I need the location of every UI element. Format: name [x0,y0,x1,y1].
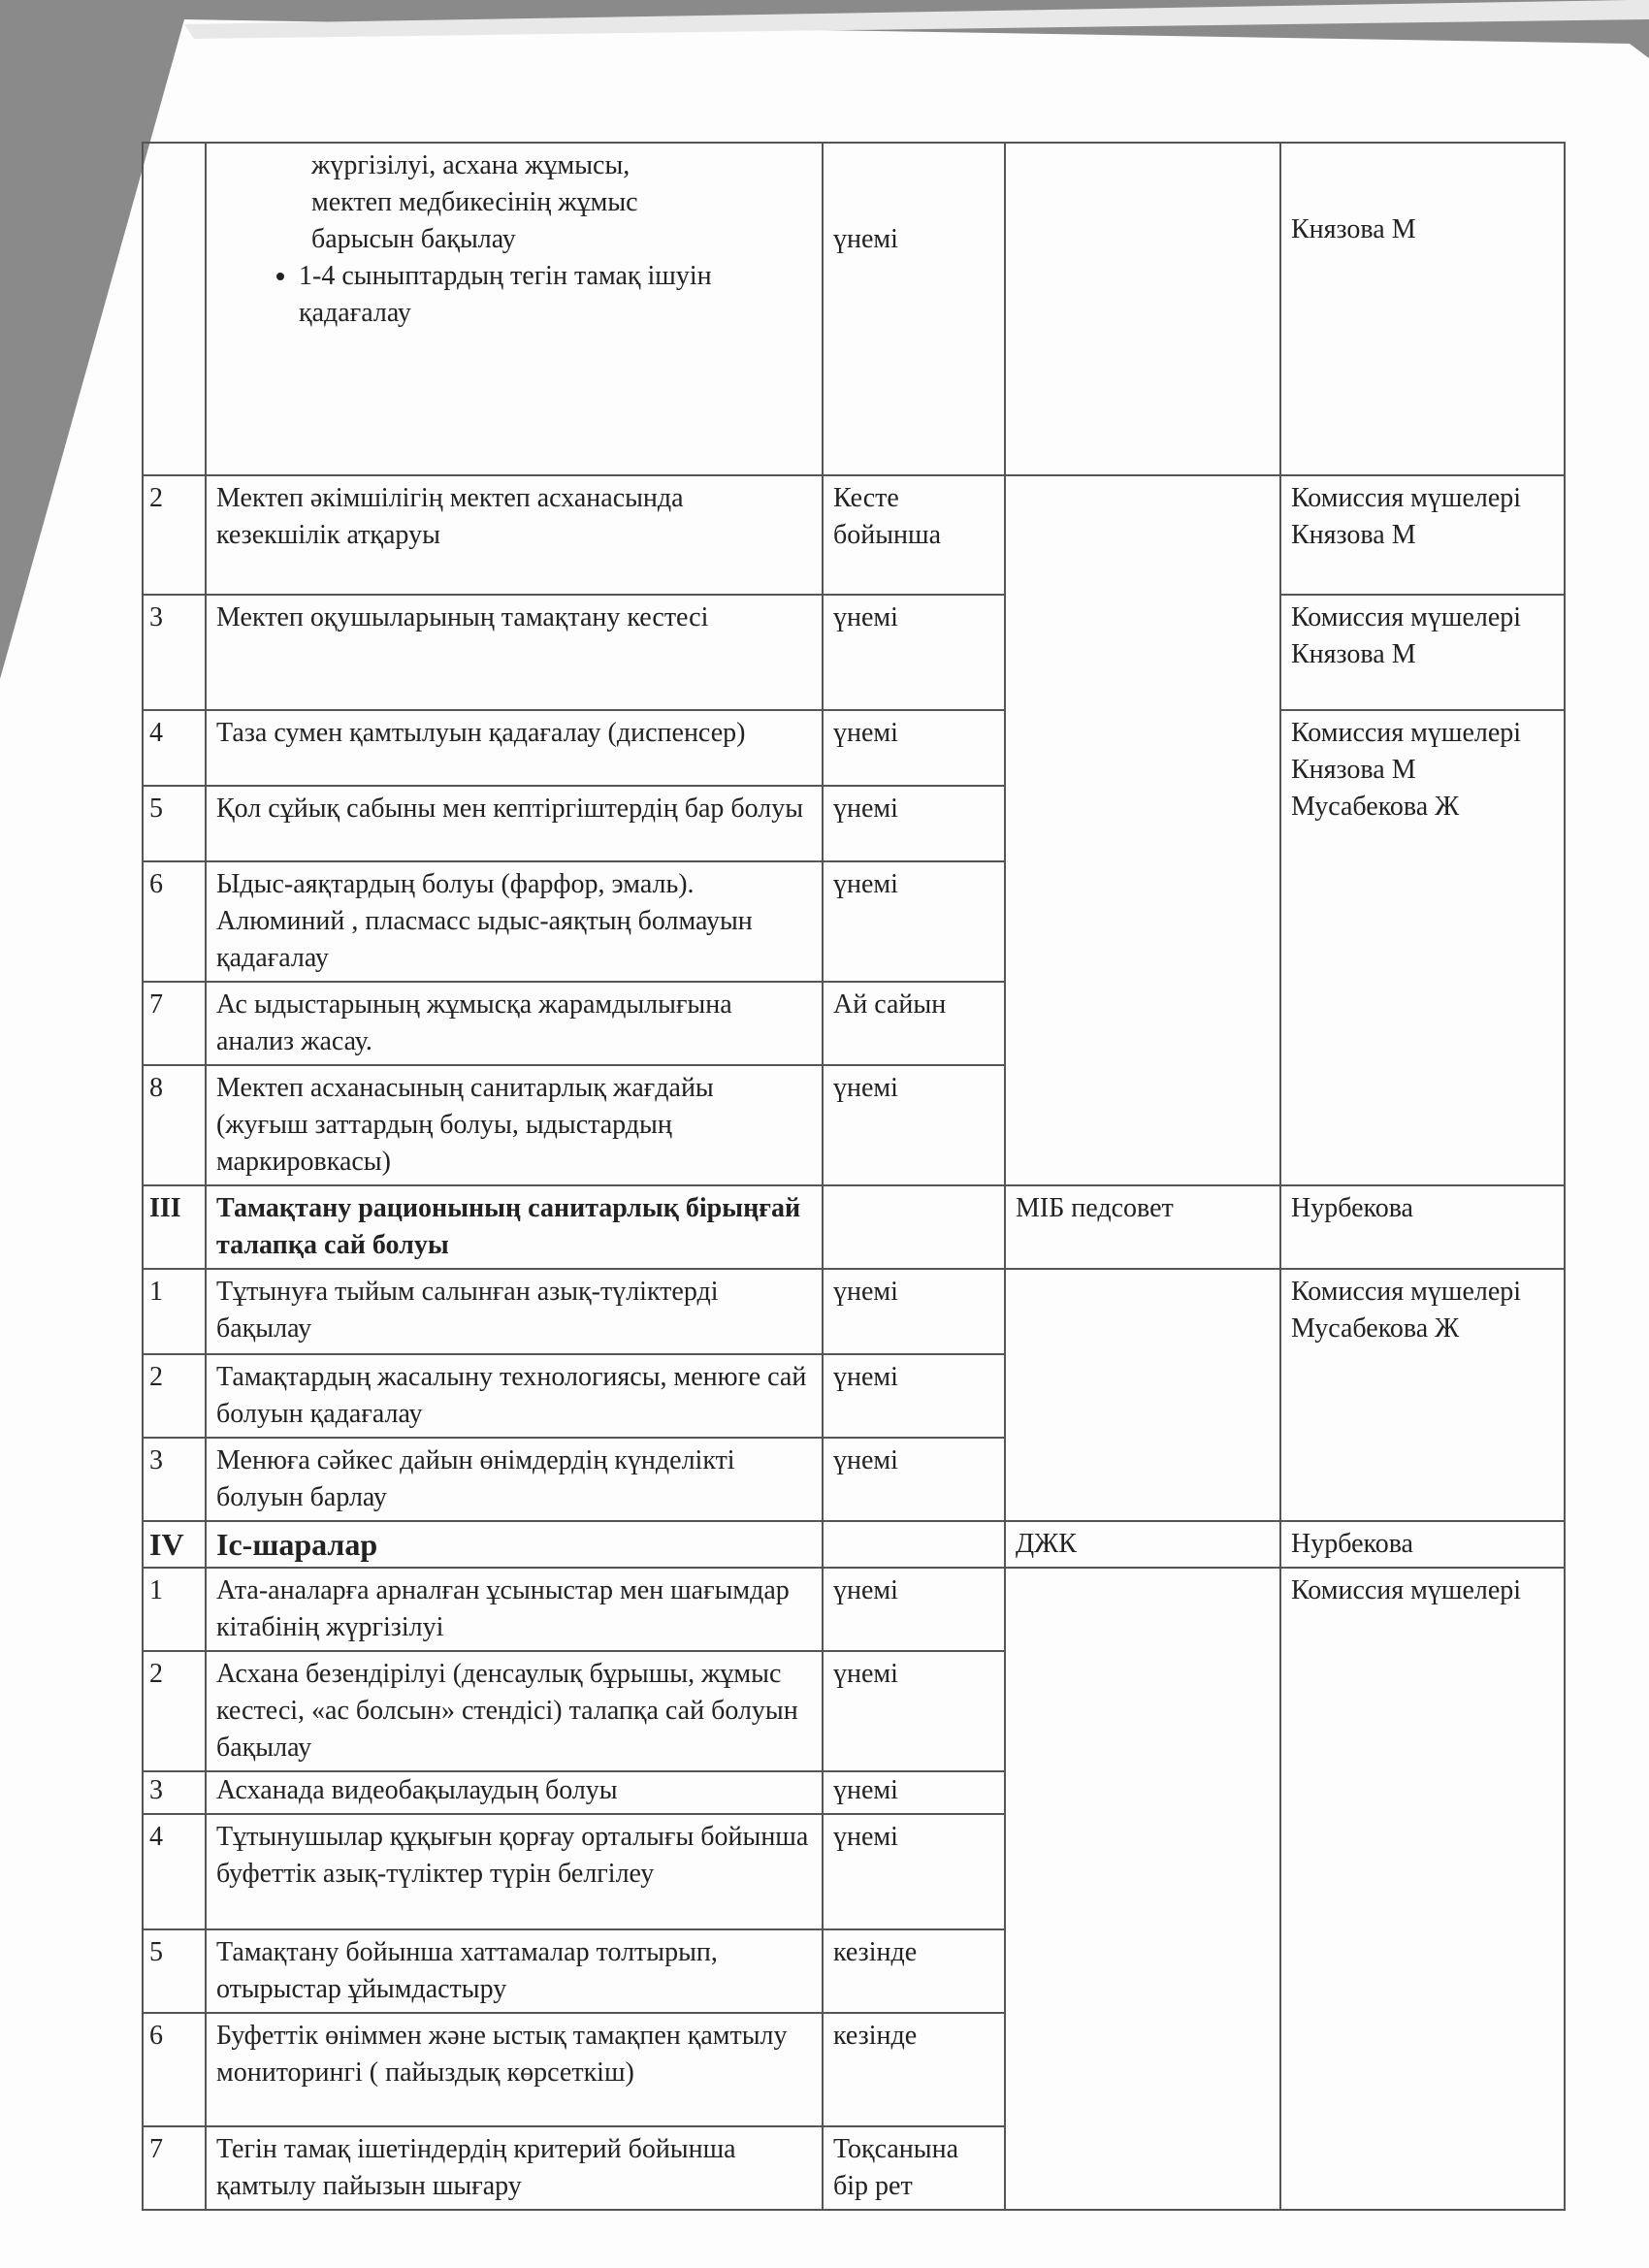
form-cell: ДЖК [1005,1521,1280,1568]
table-row [143,710,1565,786]
activity-bullet: • 1-4 сыныптардың тегін тамақ ішуін қадағалау [299,258,812,332]
activity-cell: Ыдыс-аяқтардың болуы (фарфор, эмаль). Алюминий , пласмасс ыдыс-аяқтың болмауын қадағалау [206,861,823,982]
frequency-cell: үнемі [823,1568,1005,1651]
frequency-cell [823,1521,1005,1568]
section-number: IV [143,1521,206,1568]
row-number: 6 [143,2013,206,2126]
responsible-cell: Комиссия мүшелері Князова М Мусабекова Ж [1280,710,1565,1185]
form-cell [1005,475,1280,1185]
activity-cell: Тамақтардың жасалыну технологиясы, менюге сай болуын қадағалау [206,1354,823,1438]
frequency-cell: үнемі [823,710,1005,786]
row-number: 1 [143,1269,206,1354]
row-number: 4 [143,710,206,786]
frequency-cell: кезінде [823,2013,1005,2126]
activity-cell: Тамақтану бойынша хаттамалар толтырып, отырыстар ұйымдастыру [206,1929,823,2013]
frequency-cell: үнемі [823,1065,1005,1185]
frequency-cell: үнемі [823,1771,1005,1814]
frequency-cell: кезінде [823,1929,1005,2013]
responsible-cell: Комиссия мүшелері Князова М [1280,595,1565,710]
frequency-cell: үнемі [823,786,1005,861]
frequency-cell: үнемі [823,1651,1005,1771]
activity-cell: Ас ыдыстарының жұмысқа жарамдылығына анализ жасау. [206,982,823,1065]
section-title: Іс-шаралар [206,1521,823,1568]
frequency-cell [823,1185,1005,1269]
frequency-cell: Тоқсанына бір рет [823,2126,1005,2210]
frequency-cell: үнемі [823,143,1005,475]
responsible-cell: Комиссия мүшелері [1280,1568,1565,2210]
plan-table [142,142,1566,2211]
row-number: 4 [143,1814,206,1929]
activity-cell: Ата-аналарға арналған ұсыныстар мен шағымдар кітабінің жүргізілуі [206,1568,823,1651]
activity-cell: Тегін тамақ ішетіндердің критерий бойынша қамтылу пайызын шығару [206,2126,823,2210]
activity-cell: Таза сумен қамтылуын қадағалау (диспенсер) [206,710,823,786]
frequency-cell: Ай сайын [823,982,1005,1065]
frequency-cell: үнемі [823,861,1005,982]
form-cell: МІБ педсовет [1005,1185,1280,1269]
frequency-cell: Кесте бойынша [823,475,1005,595]
row-number [143,143,206,475]
activity-cell: Мектеп әкімшілігің мектеп асханасында кезекшілік атқаруы [206,475,823,595]
activity-cell: Тұтынуға тыйым салынған азық-түліктерді бақылау [206,1269,823,1354]
frequency-cell: үнемі [823,1269,1005,1354]
activity-cell: Менюға сәйкес дайын өнімдердің күнделікті болуын барлау [206,1438,823,1521]
frequency-cell: үнемі [823,595,1005,710]
row-number: 5 [143,1929,206,2013]
row-number: 5 [143,786,206,861]
row-number: 6 [143,861,206,982]
activity-cell: Мектеп оқушыларының тамақтану кестесі [206,595,823,710]
section-number: III [143,1185,206,1269]
form-cell [1005,143,1280,475]
row-number: 7 [143,2126,206,2210]
row-number: 7 [143,982,206,1065]
activity-line: барысын бақылау [311,224,516,254]
frequency-cell: үнемі [823,1814,1005,1929]
section-row [143,1185,1565,1269]
row-number: 2 [143,475,206,595]
row-number: 3 [143,1438,206,1521]
activity-cell: Тұтынушылар құқығын қорғау орталығы бойынша буфеттік азық-түліктер түрін белгілеу [206,1814,823,1929]
responsible-cell: Комиссия мүшелері Князова М [1280,475,1565,595]
activity-cell: Буфеттік өніммен және ыстық тамақпен қамтылу мониторингі ( пайыздық көрсеткіш) [206,2013,823,2126]
responsible-cell: Нурбекова [1280,1521,1565,1568]
responsible-cell: Комиссия мүшелері Мусабекова Ж [1280,1269,1565,1521]
responsible-cell: Нурбекова [1280,1185,1565,1269]
activity-cell: Мектеп асханасының санитарлық жағдайы (жуғыш заттардың болуы, ыдыстардың маркировкасы) [206,1065,823,1185]
table-row [143,1269,1565,1354]
activity-line: жүргізілуі, асхана жұмысы, [311,150,630,180]
activity-cell: Асханада видеобақылаудың болуы [206,1771,823,1814]
table-row [143,475,1565,595]
section-row [143,1521,1565,1568]
frequency-cell: үнемі [823,1354,1005,1438]
frequency-cell: үнемі [823,1438,1005,1521]
activity-cell: Асхана безендірілуі (денсаулық бұрышы, жұмыс кестесі, «ас болсын» стендісі) талапқа сай болуын бақылау [206,1651,823,1771]
table-row [143,1568,1565,1651]
activity-cell [206,143,823,475]
row-number: 1 [143,1568,206,1651]
form-cell [1005,1269,1280,1521]
table-row [143,595,1565,710]
row-number: 2 [143,1354,206,1438]
responsible-cell: Князова М [1280,143,1565,475]
table-row [143,143,1565,475]
form-cell [1005,1568,1280,2210]
row-number: 3 [143,1771,206,1814]
row-number: 2 [143,1651,206,1771]
row-number: 8 [143,1065,206,1185]
row-number: 3 [143,595,206,710]
activity-cell: Қол сұйық сабыны мен кептіргіштердің бар болуы [206,786,823,861]
activity-line: мектеп медбикесінің жұмыс [311,187,638,217]
section-title: Тамақтану рационының санитарлық бірыңғай талапқа сай болуы [206,1185,823,1269]
